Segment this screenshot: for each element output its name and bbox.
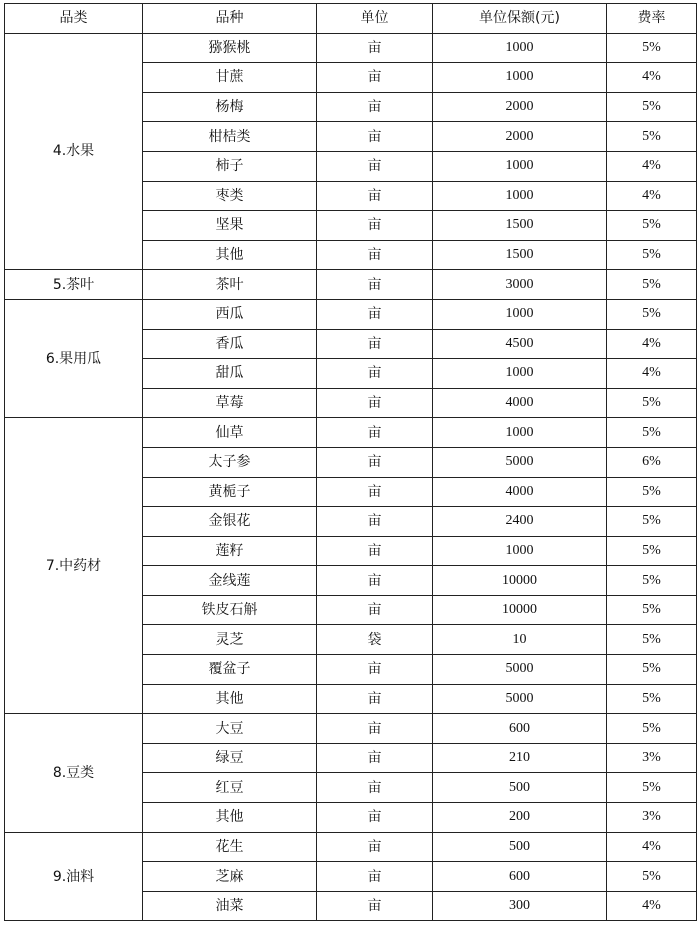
unit-cell: 亩 <box>317 862 433 892</box>
insured-amount-cell: 4500 <box>433 329 607 359</box>
unit-cell: 亩 <box>317 299 433 329</box>
unit-cell: 亩 <box>317 151 433 181</box>
category-cell: 8.豆类 <box>5 714 143 832</box>
insured-amount-cell: 4000 <box>433 477 607 507</box>
insured-amount-cell: 1000 <box>433 359 607 389</box>
category-cell: 6.果用瓜 <box>5 299 143 417</box>
unit-cell: 亩 <box>317 714 433 744</box>
unit-cell: 亩 <box>317 418 433 448</box>
variety-cell: 甜瓜 <box>143 359 317 389</box>
variety-cell: 红豆 <box>143 773 317 803</box>
unit-cell: 亩 <box>317 181 433 211</box>
insured-amount-cell: 1000 <box>433 299 607 329</box>
rate-cell: 5% <box>607 477 697 507</box>
variety-cell: 黄栀子 <box>143 477 317 507</box>
rate-cell: 4% <box>607 891 697 921</box>
header-unit: 单位 <box>317 4 433 34</box>
rate-cell: 3% <box>607 743 697 773</box>
category-cell: 9.油料 <box>5 832 143 921</box>
variety-cell: 铁皮石斛 <box>143 595 317 625</box>
unit-cell: 亩 <box>317 891 433 921</box>
rate-cell: 5% <box>607 862 697 892</box>
variety-cell: 莲籽 <box>143 536 317 566</box>
insured-amount-cell: 10 <box>433 625 607 655</box>
rate-cell: 5% <box>607 773 697 803</box>
unit-cell: 亩 <box>317 388 433 418</box>
rate-cell: 5% <box>607 92 697 122</box>
variety-cell: 仙草 <box>143 418 317 448</box>
insured-amount-cell: 4000 <box>433 388 607 418</box>
header-variety: 品种 <box>143 4 317 34</box>
unit-cell: 亩 <box>317 33 433 63</box>
unit-cell: 亩 <box>317 684 433 714</box>
insured-amount-cell: 600 <box>433 862 607 892</box>
table-row <box>5 832 697 862</box>
variety-cell: 其他 <box>143 803 317 833</box>
insured-amount-cell: 3000 <box>433 270 607 300</box>
rate-cell: 4% <box>607 329 697 359</box>
rate-cell: 5% <box>607 33 697 63</box>
insured-amount-cell: 5000 <box>433 655 607 685</box>
rate-cell: 3% <box>607 803 697 833</box>
unit-cell: 亩 <box>317 477 433 507</box>
insured-amount-cell: 500 <box>433 832 607 862</box>
header-category: 品类 <box>5 4 143 34</box>
variety-cell: 坚果 <box>143 211 317 241</box>
unit-cell: 袋 <box>317 625 433 655</box>
table-row <box>5 418 697 448</box>
insured-amount-cell: 500 <box>433 773 607 803</box>
rate-cell: 5% <box>607 240 697 270</box>
variety-cell: 覆盆子 <box>143 655 317 685</box>
variety-cell: 芝麻 <box>143 862 317 892</box>
insured-amount-cell: 2000 <box>433 92 607 122</box>
unit-cell: 亩 <box>317 359 433 389</box>
insured-amount-cell: 1500 <box>433 211 607 241</box>
variety-cell: 茶叶 <box>143 270 317 300</box>
insured-amount-cell: 10000 <box>433 566 607 596</box>
variety-cell: 枣类 <box>143 181 317 211</box>
variety-cell: 杨梅 <box>143 92 317 122</box>
rate-cell: 5% <box>607 388 697 418</box>
insured-amount-cell: 1000 <box>433 33 607 63</box>
variety-cell: 绿豆 <box>143 743 317 773</box>
insured-amount-cell: 2000 <box>433 122 607 152</box>
variety-cell: 柿子 <box>143 151 317 181</box>
rate-cell: 4% <box>607 63 697 93</box>
insured-amount-cell: 1000 <box>433 181 607 211</box>
rate-cell: 5% <box>607 536 697 566</box>
rate-cell: 5% <box>607 122 697 152</box>
variety-cell: 大豆 <box>143 714 317 744</box>
rate-cell: 5% <box>607 655 697 685</box>
unit-cell: 亩 <box>317 655 433 685</box>
variety-cell: 其他 <box>143 684 317 714</box>
insured-amount-cell: 1500 <box>433 240 607 270</box>
insured-amount-cell: 1000 <box>433 418 607 448</box>
variety-cell: 油菜 <box>143 891 317 921</box>
category-cell: 7.中药材 <box>5 418 143 714</box>
insured-amount-cell: 5000 <box>433 447 607 477</box>
insured-amount-cell: 200 <box>433 803 607 833</box>
rate-cell: 5% <box>607 595 697 625</box>
unit-cell: 亩 <box>317 595 433 625</box>
insured-amount-cell: 10000 <box>433 595 607 625</box>
table-row <box>5 714 697 744</box>
unit-cell: 亩 <box>317 507 433 537</box>
rate-cell: 5% <box>607 684 697 714</box>
variety-cell: 甘蔗 <box>143 63 317 93</box>
variety-cell: 金银花 <box>143 507 317 537</box>
rate-cell: 4% <box>607 359 697 389</box>
variety-cell: 草莓 <box>143 388 317 418</box>
rate-cell: 5% <box>607 714 697 744</box>
insured-amount-cell: 300 <box>433 891 607 921</box>
header-rate: 费率 <box>607 4 697 34</box>
variety-cell: 柑桔类 <box>143 122 317 152</box>
rate-cell: 5% <box>607 418 697 448</box>
unit-cell: 亩 <box>317 63 433 93</box>
variety-cell: 其他 <box>143 240 317 270</box>
unit-cell: 亩 <box>317 743 433 773</box>
table-row <box>5 299 697 329</box>
variety-cell: 灵芝 <box>143 625 317 655</box>
unit-cell: 亩 <box>317 122 433 152</box>
rate-cell: 4% <box>607 832 697 862</box>
unit-cell: 亩 <box>317 447 433 477</box>
insured-amount-cell: 2400 <box>433 507 607 537</box>
rate-cell: 5% <box>607 270 697 300</box>
insured-amount-cell: 1000 <box>433 151 607 181</box>
unit-cell: 亩 <box>317 329 433 359</box>
unit-cell: 亩 <box>317 270 433 300</box>
insured-amount-cell: 210 <box>433 743 607 773</box>
table-row <box>5 270 697 300</box>
table-header <box>5 4 697 34</box>
unit-cell: 亩 <box>317 566 433 596</box>
variety-cell: 猕猴桃 <box>143 33 317 63</box>
rate-cell: 5% <box>607 625 697 655</box>
rate-cell: 4% <box>607 181 697 211</box>
variety-cell: 香瓜 <box>143 329 317 359</box>
unit-cell: 亩 <box>317 92 433 122</box>
header-insured-amount: 单位保额(元) <box>433 4 607 34</box>
insurance-rate-table <box>4 3 697 921</box>
rate-cell: 5% <box>607 299 697 329</box>
insured-amount-cell: 600 <box>433 714 607 744</box>
table-body <box>5 33 697 921</box>
rate-cell: 6% <box>607 447 697 477</box>
rate-cell: 5% <box>607 211 697 241</box>
insured-amount-cell: 5000 <box>433 684 607 714</box>
unit-cell: 亩 <box>317 773 433 803</box>
rate-cell: 4% <box>607 151 697 181</box>
category-cell: 5.茶叶 <box>5 270 143 300</box>
table-row <box>5 33 697 63</box>
unit-cell: 亩 <box>317 240 433 270</box>
unit-cell: 亩 <box>317 803 433 833</box>
variety-cell: 太子参 <box>143 447 317 477</box>
unit-cell: 亩 <box>317 211 433 241</box>
insured-amount-cell: 1000 <box>433 536 607 566</box>
unit-cell: 亩 <box>317 832 433 862</box>
header-row <box>5 4 697 34</box>
rate-cell: 5% <box>607 507 697 537</box>
category-cell: 4.水果 <box>5 33 143 270</box>
insured-amount-cell: 1000 <box>433 63 607 93</box>
unit-cell: 亩 <box>317 536 433 566</box>
variety-cell: 金线莲 <box>143 566 317 596</box>
variety-cell: 西瓜 <box>143 299 317 329</box>
rate-cell: 5% <box>607 566 697 596</box>
variety-cell: 花生 <box>143 832 317 862</box>
